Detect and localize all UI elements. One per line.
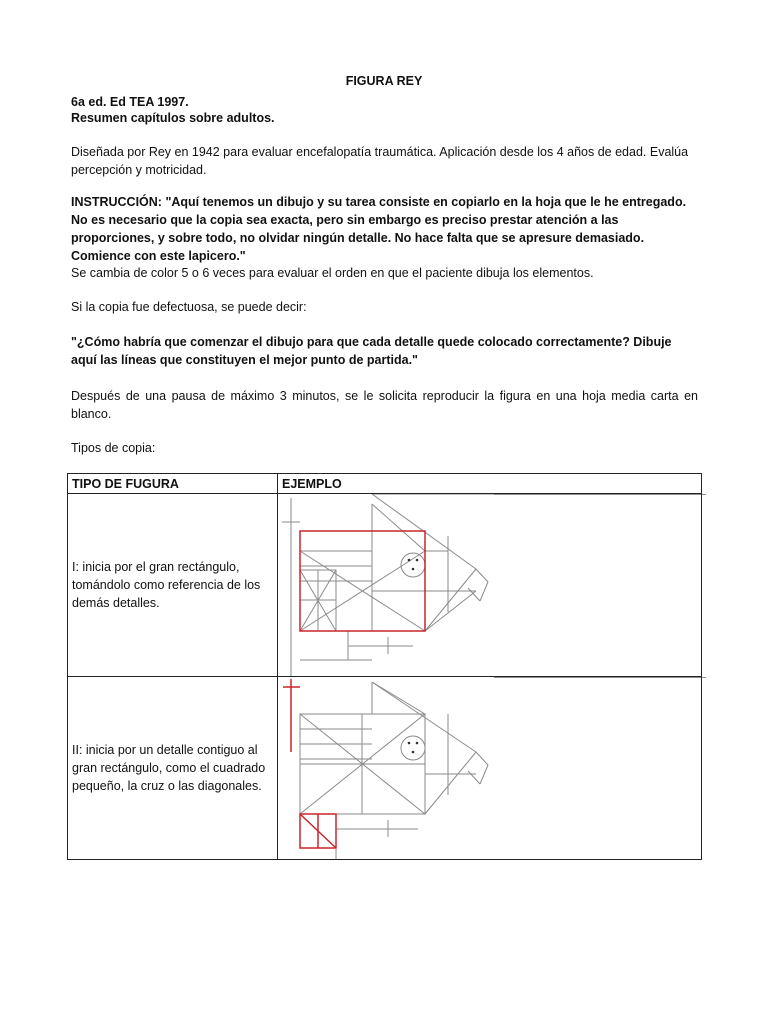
copy-types-table bbox=[67, 473, 702, 860]
pause-paragraph: Después de una pausa de máximo 3 minutos, se le solicita reproducir la figura en una hoja media carta en blanco. bbox=[71, 389, 698, 421]
instruction-label: INSTRUCCIÓN: bbox=[71, 195, 162, 209]
table-row bbox=[68, 677, 702, 860]
instruction-text: "Aquí tenemos un dibujo y su tarea consiste en copiarlo en la hoja que le he entregado. No es necesario que la copia sea exacta, pero sin embargo es preciso prestar atención a las proporciones, y sobre todo, no olvidar ningún detalle. No hace falta que se apresure demasiado. Comience con este lapicero." bbox=[71, 195, 687, 263]
edition-line: 6a ed. Ed TEA 1997. bbox=[71, 95, 189, 109]
summary-line: Resumen capítulos sobre adultos. bbox=[71, 111, 275, 125]
defective-paragraph: Si la copia fue defectuosa, se puede decir: bbox=[71, 300, 307, 314]
color-change-paragraph: Se cambia de color 5 o 6 veces para evaluar el orden en que el paciente dibuja los elementos. bbox=[71, 266, 594, 280]
row-2-description: II: inicia por un detalle contiguo al gran rectángulo, como el cuadrado pequeño, la cruz o las diagonales. bbox=[68, 677, 278, 860]
question-paragraph: "¿Cómo habría que comenzar el dibujo para que cada detalle quede colocado correctamente? Dibuje aquí las líneas que constituyen el mejor punto de partida." bbox=[71, 335, 672, 367]
header-ejemplo: EJEMPLO bbox=[278, 474, 702, 494]
row-2-example bbox=[278, 677, 702, 860]
types-label: Tipos de copia: bbox=[71, 441, 156, 455]
row-1-description: I: inicia por el gran rectángulo, tomándolo como referencia de los demás detalles. bbox=[68, 494, 278, 677]
table-header-row bbox=[68, 474, 702, 494]
row-1-example bbox=[278, 494, 702, 677]
intro-paragraph: Diseñada por Rey en 1942 para evaluar encefalopatía traumática. Aplicación desde los 4 años de edad. Evalúa percepción y motricidad. bbox=[71, 145, 689, 177]
header-tipo: TIPO DE FUGURA bbox=[68, 474, 278, 494]
instruction-paragraph bbox=[71, 193, 698, 265]
document-title: FIGURA REY bbox=[345, 74, 423, 88]
rey-figure-type-1 bbox=[278, 494, 706, 676]
rey-figure-type-2 bbox=[278, 677, 706, 859]
table-row bbox=[68, 494, 702, 677]
